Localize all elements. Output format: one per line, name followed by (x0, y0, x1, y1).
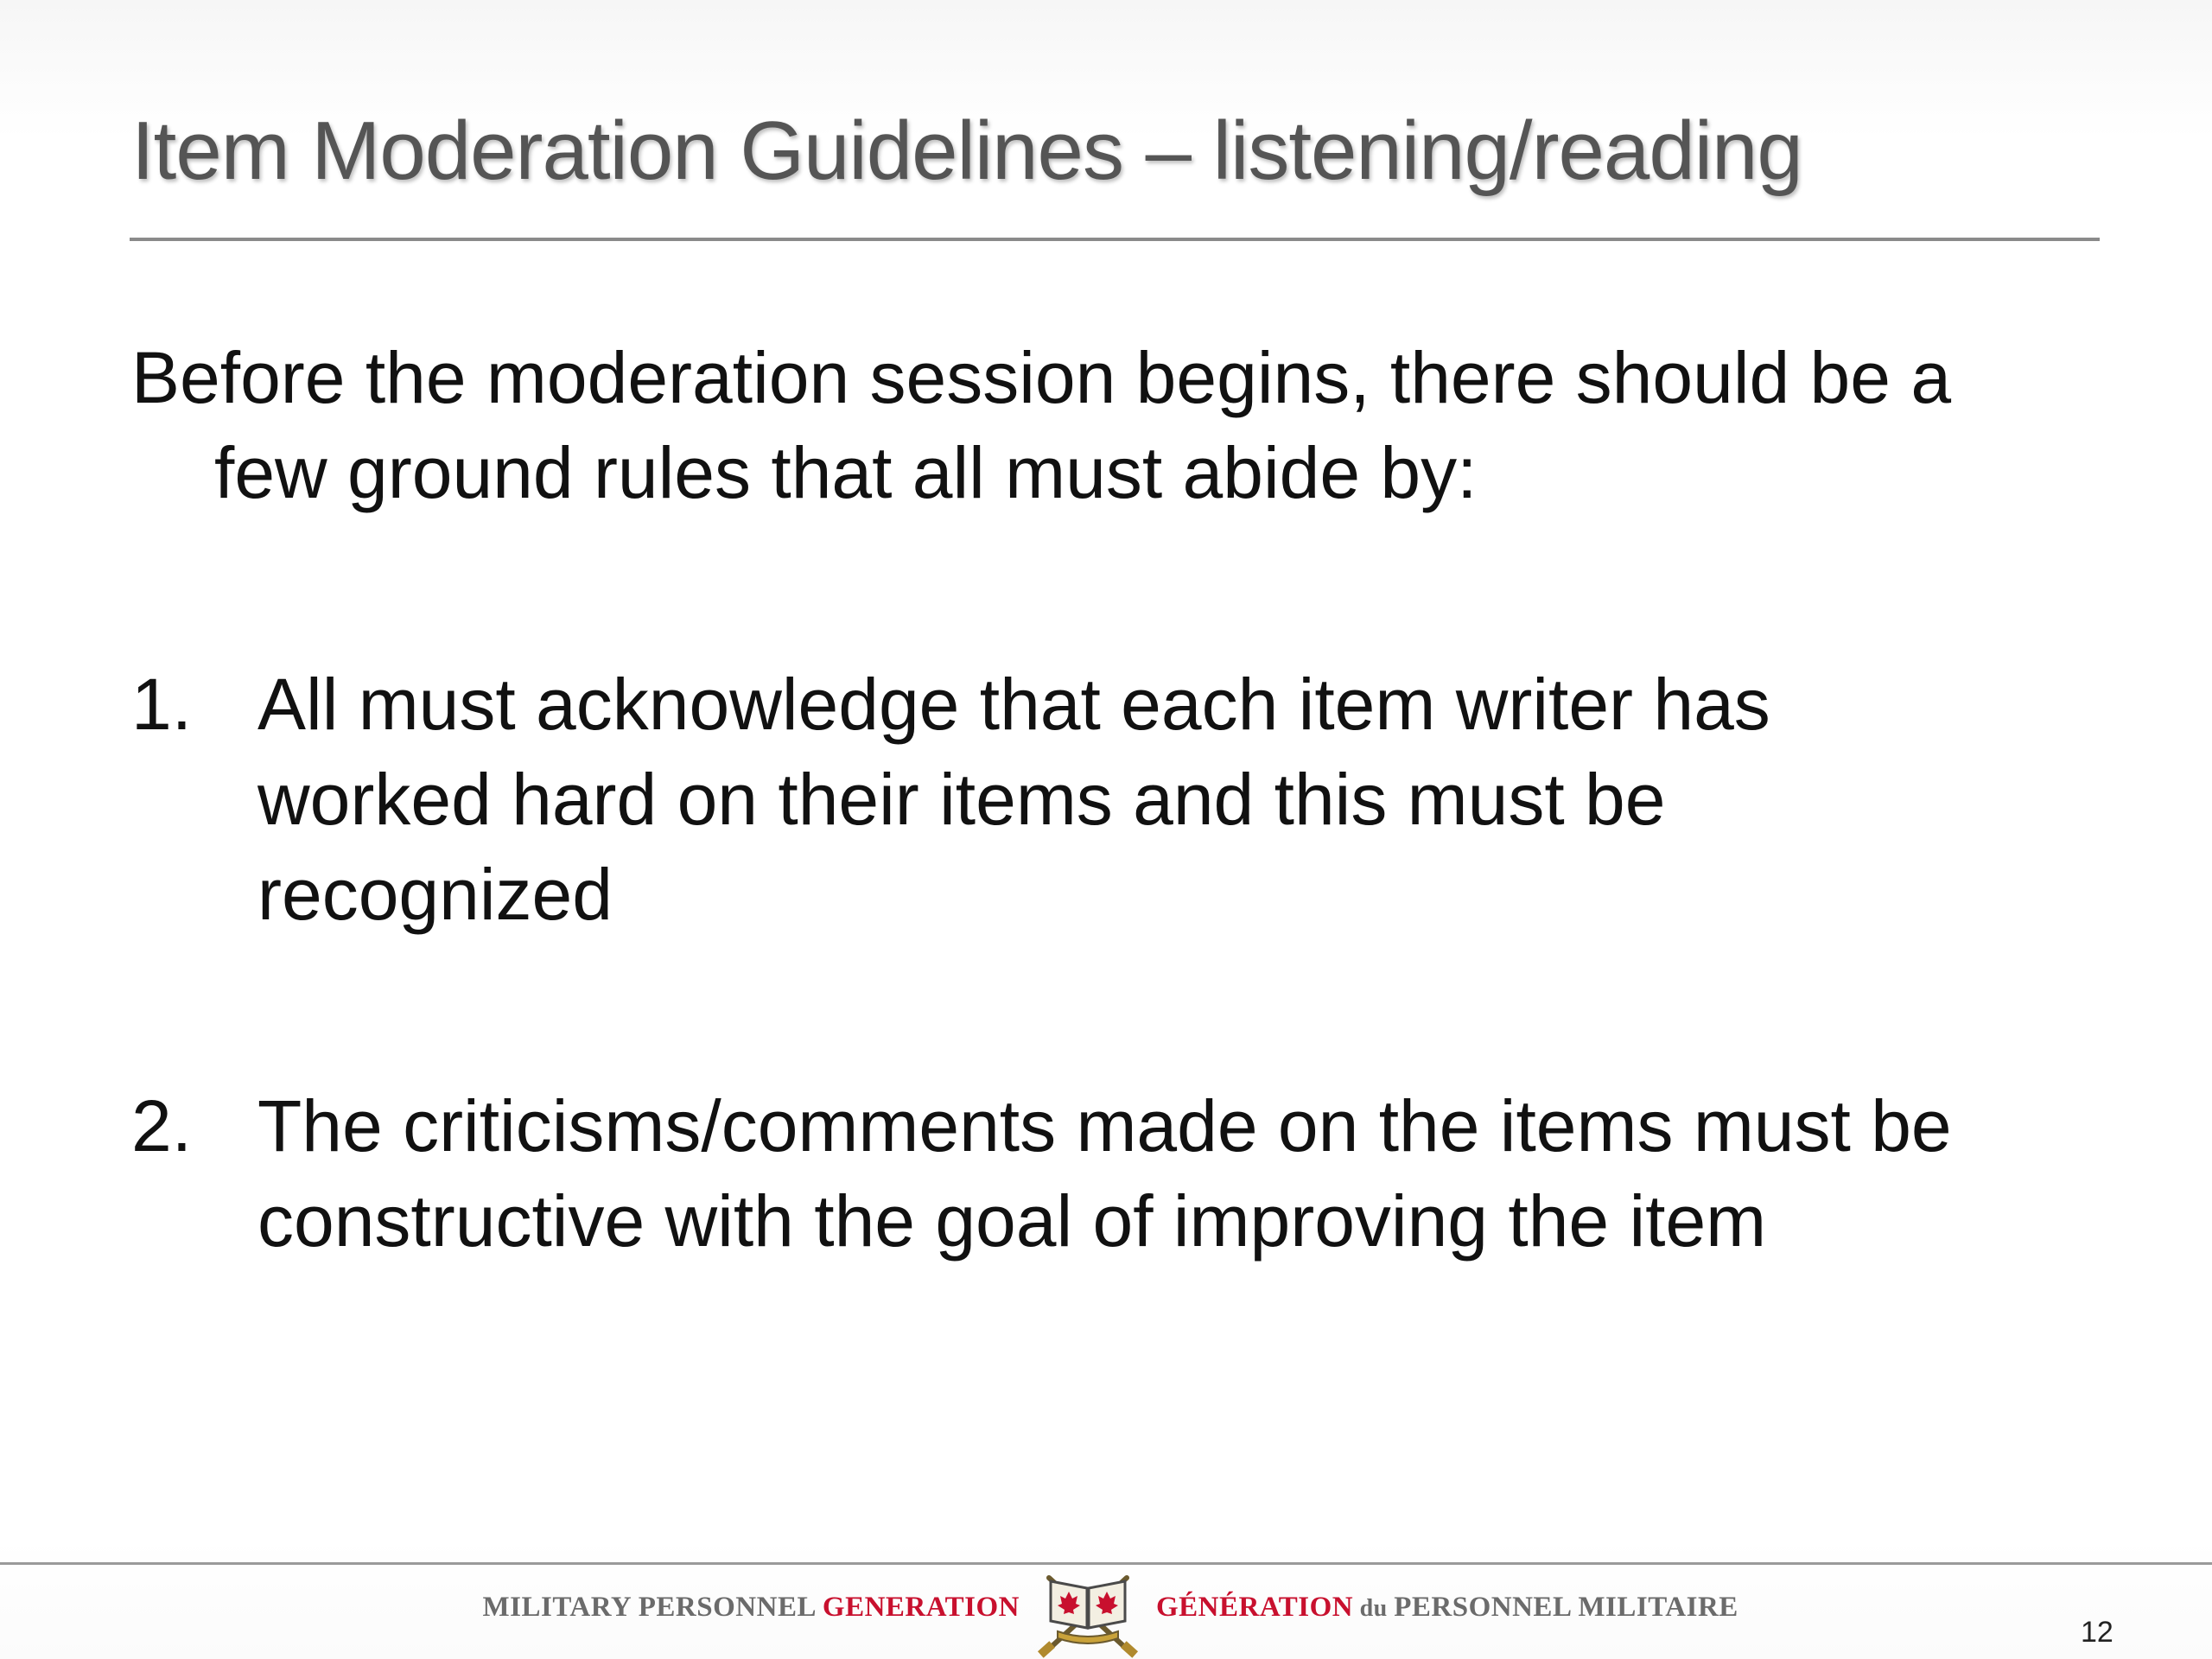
list-item-1 (131, 657, 1989, 942)
title-divider (130, 238, 2100, 241)
list-item-number: 2. (131, 1085, 193, 1166)
footer-french-suffix: PERSONNEL MILITAIRE (1394, 1592, 1738, 1623)
list-item-number: 1. (131, 664, 193, 745)
footer-english-prefix: MILITARY PERSONNEL (482, 1592, 823, 1623)
list-item-text: The criticisms/comments made on the items must be constructive with the goal of improving the item (257, 1085, 1952, 1262)
list-item-text: All must acknowledge that each item writer has worked hard on their items and this must be recognized (257, 664, 1770, 935)
crossed-swords-book-maple-leaf-emblem-icon (1033, 1566, 1142, 1659)
footer-english-highlight: GENERATION (822, 1592, 1020, 1623)
footer-french-wordmark (1156, 1592, 1738, 1624)
page-number: 12 (2081, 1616, 2113, 1649)
slide-body (131, 330, 1989, 1405)
slide-title: Item Moderation Guidelines – listening/reading (131, 105, 1802, 197)
footer-french-du: du (1353, 1595, 1395, 1622)
footer-english-wordmark (483, 1592, 1020, 1624)
footer-banner (0, 1566, 2212, 1659)
footer-french-highlight: GÉNÉRATION (1156, 1592, 1354, 1623)
list-item-2 (131, 1078, 1989, 1268)
footer-divider (0, 1562, 2212, 1565)
intro-paragraph: Before the moderation session begins, there should be a few ground rules that all must abide by: (131, 337, 1952, 513)
